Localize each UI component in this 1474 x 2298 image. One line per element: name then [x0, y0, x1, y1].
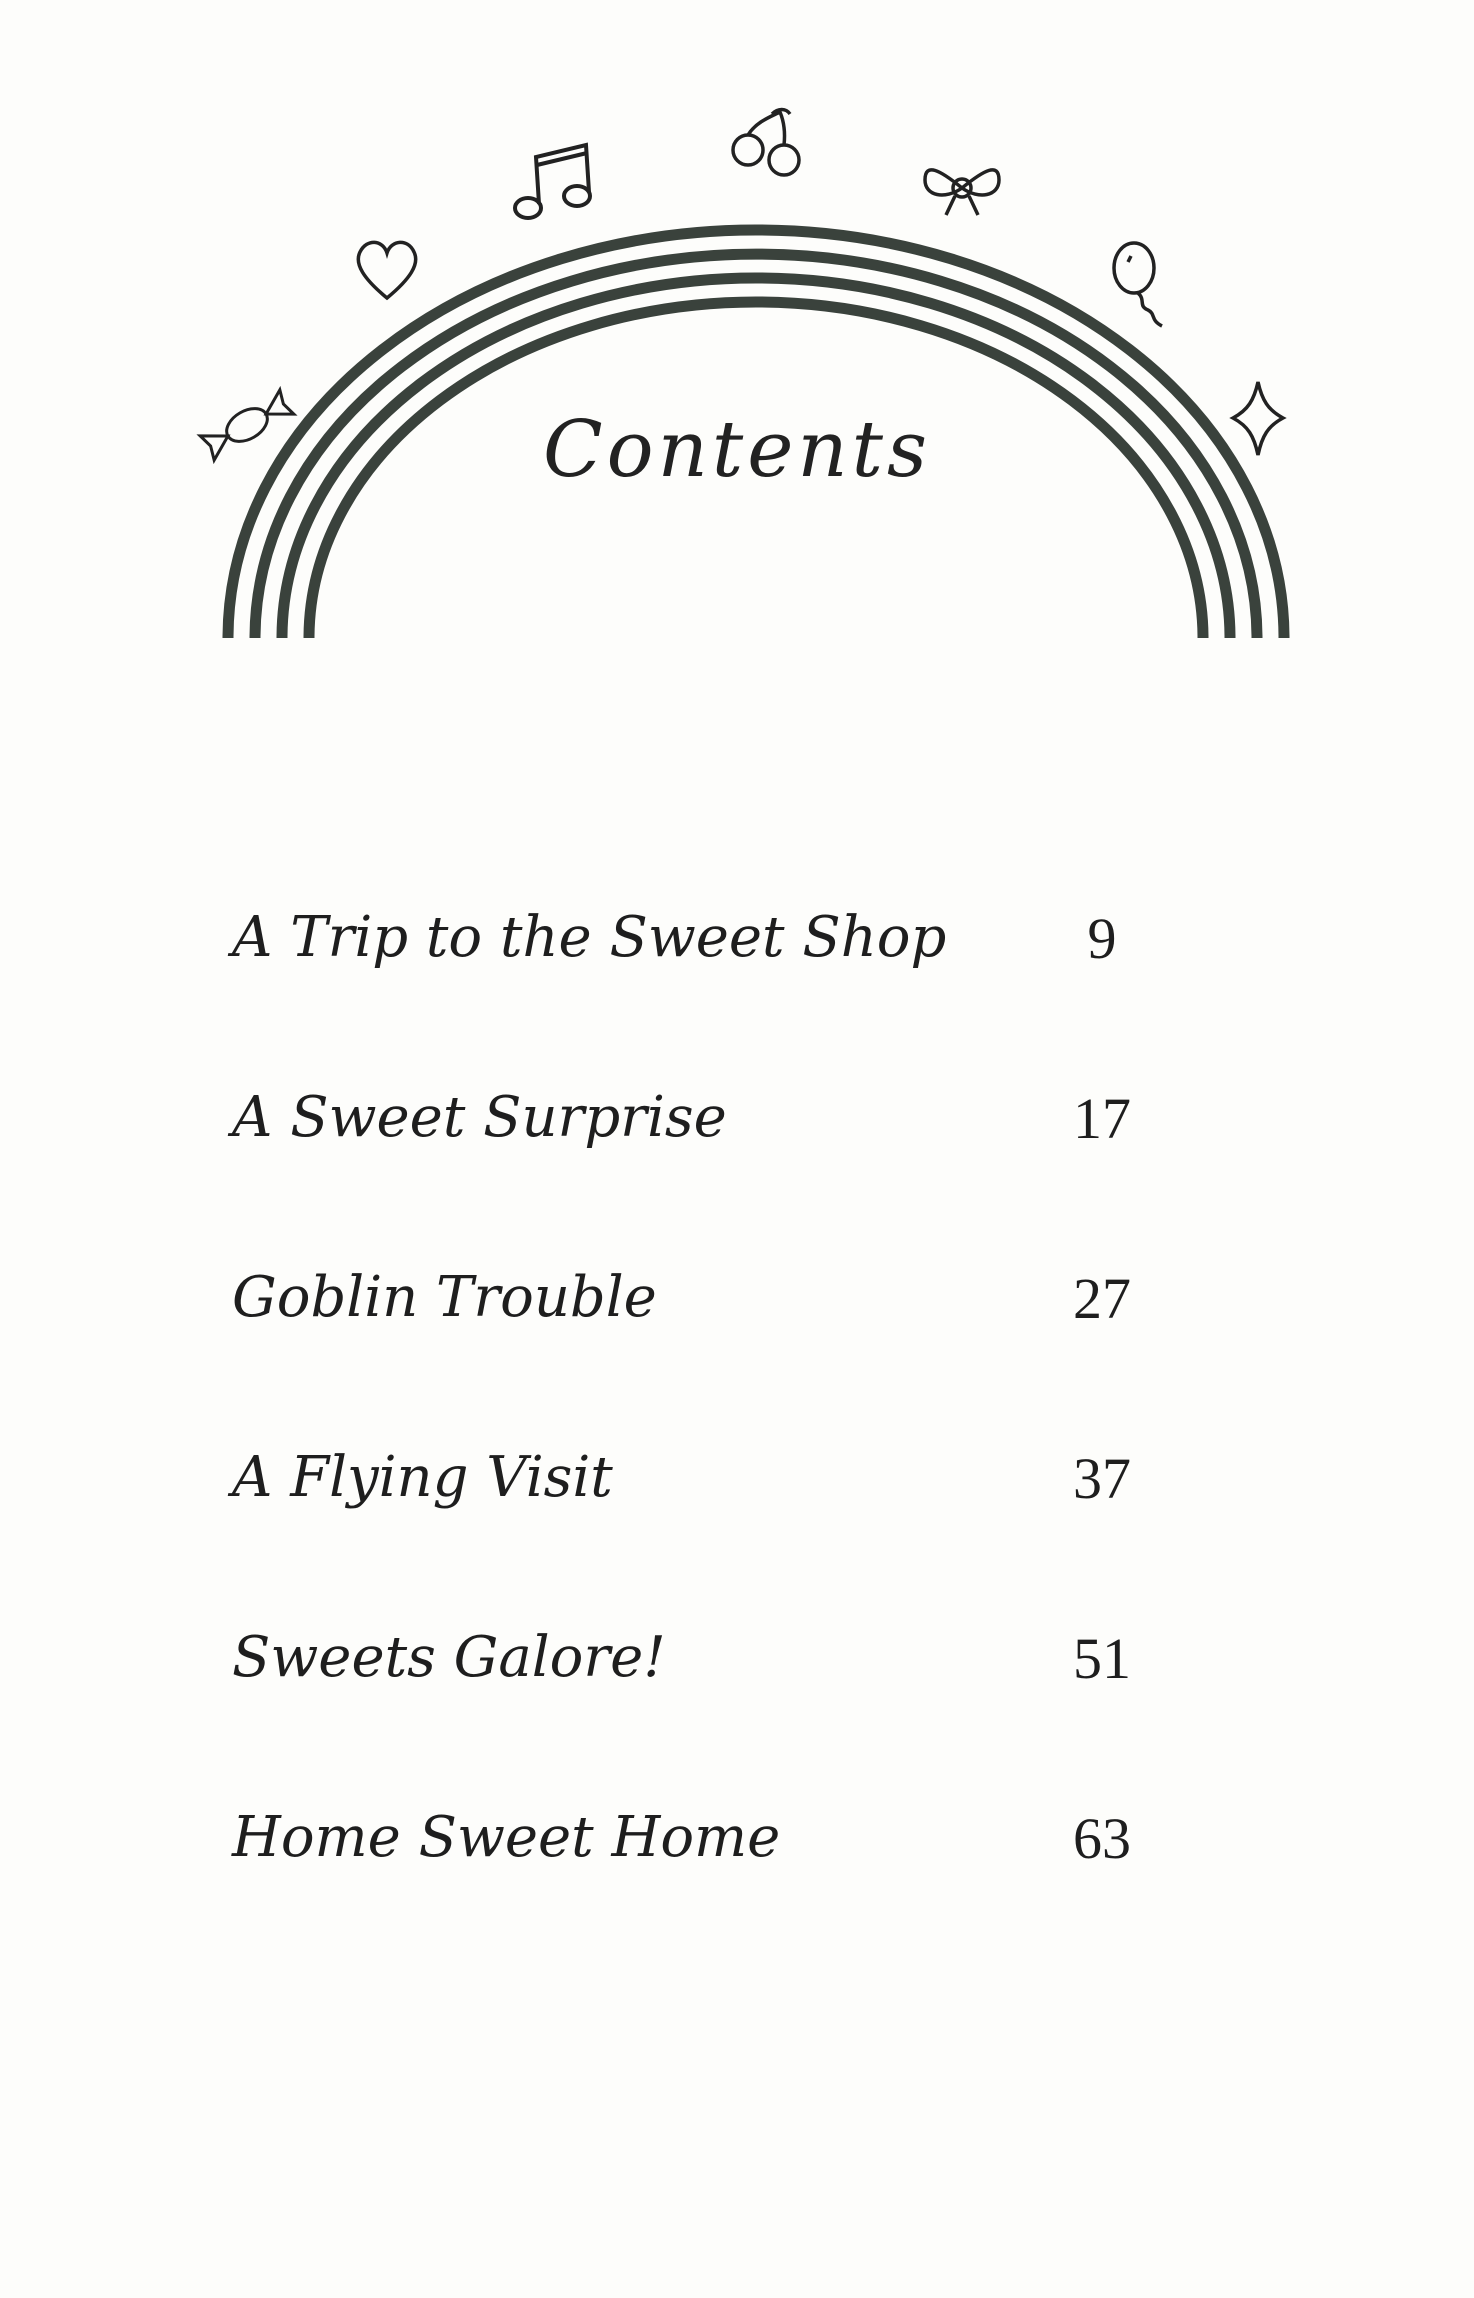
chapter-title: A Sweet Surprise — [232, 1085, 727, 1150]
cherries-icon — [733, 110, 799, 176]
chapter-page-number: 9 — [1087, 906, 1117, 971]
toc-entry[interactable] — [232, 1085, 1162, 1265]
music-note-icon — [515, 145, 590, 218]
chapter-title: Goblin Trouble — [232, 1265, 657, 1330]
chapter-page-number: 17 — [1073, 1086, 1131, 1151]
page-title: Contents — [543, 405, 931, 495]
chapter-page-number: 37 — [1073, 1446, 1131, 1511]
bow-icon — [925, 170, 999, 215]
toc-entry[interactable] — [232, 1265, 1162, 1445]
table-of-contents — [232, 905, 1162, 1985]
balloon-icon — [1114, 243, 1162, 326]
chapter-title: A Trip to the Sweet Shop — [232, 905, 947, 970]
chapter-page-number: 51 — [1073, 1626, 1131, 1691]
chapter-page-number: 63 — [1073, 1806, 1131, 1871]
heart-icon — [358, 242, 415, 298]
chapter-title: Home Sweet Home — [232, 1805, 781, 1870]
chapter-title: Sweets Galore! — [232, 1625, 666, 1690]
rainbow-illustration — [0, 0, 1474, 700]
toc-entry[interactable] — [232, 905, 1162, 1085]
chapter-page-number: 27 — [1073, 1266, 1131, 1331]
toc-entry[interactable] — [232, 1625, 1162, 1805]
toc-entry[interactable] — [232, 1805, 1162, 1985]
chapter-title: A Flying Visit — [232, 1445, 613, 1510]
toc-entry[interactable] — [232, 1445, 1162, 1625]
